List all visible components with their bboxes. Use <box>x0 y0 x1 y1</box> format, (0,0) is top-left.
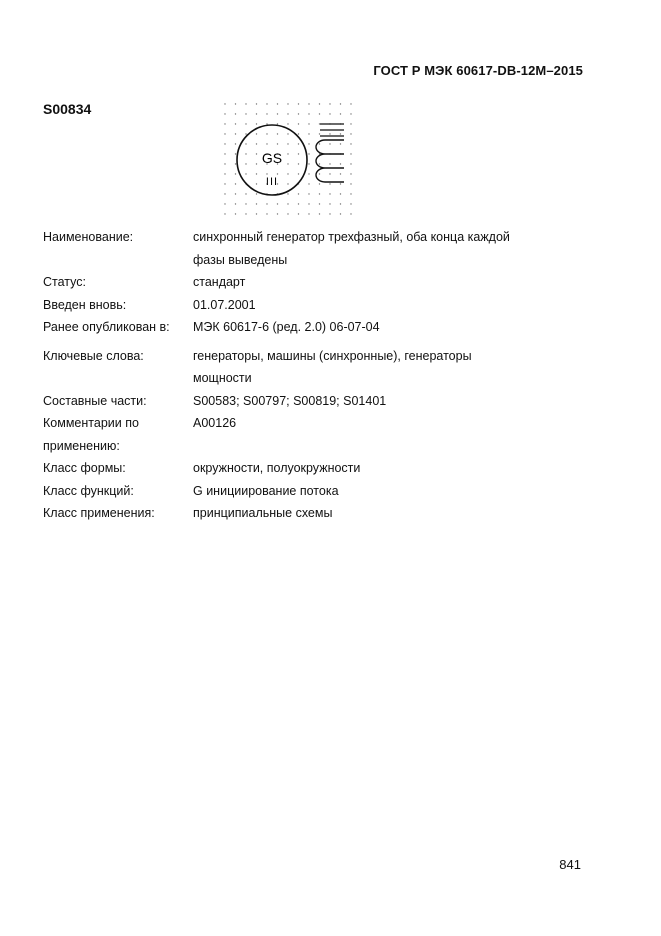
grid-dot <box>319 193 320 194</box>
grid-dot <box>298 123 299 124</box>
grid-dot <box>340 203 341 204</box>
field-value-line: стандарт <box>193 275 246 289</box>
grid-dot <box>340 173 341 174</box>
grid-dot <box>350 113 351 114</box>
field-label-line: Комментарии по <box>43 416 139 430</box>
grid-dot <box>350 103 351 104</box>
field-label <box>43 457 193 480</box>
symbol-code: S00834 <box>43 101 92 117</box>
field-row <box>43 271 563 294</box>
field-label-line: Наименование: <box>43 230 134 244</box>
grid-dot <box>245 133 246 134</box>
grid-dot <box>298 103 299 104</box>
grid-dot <box>287 103 288 104</box>
grid-dot <box>350 133 351 134</box>
field-value-line: 01.07.2001 <box>193 297 256 312</box>
grid-dot <box>298 213 299 214</box>
field-value <box>193 390 563 413</box>
grid-dot <box>350 193 351 194</box>
grid-dot <box>224 103 225 104</box>
grid-dot <box>235 203 236 204</box>
grid-dot <box>298 153 299 154</box>
grid-dot <box>224 173 225 174</box>
grid-dot <box>340 213 341 214</box>
grid-dot <box>319 183 320 184</box>
grid-dot <box>245 153 246 154</box>
grid-dot <box>256 203 257 204</box>
grid-dot <box>350 173 351 174</box>
grid-dot <box>350 153 351 154</box>
field-label <box>43 345 193 390</box>
field-value <box>193 412 563 457</box>
field-value-line: G инициирование потока <box>193 483 339 498</box>
grid-dot <box>224 183 225 184</box>
grid-dot <box>340 103 341 104</box>
grid-dot <box>308 173 309 174</box>
grid-dot <box>319 143 320 144</box>
grid-dot <box>245 143 246 144</box>
field-label-line: Класс функций: <box>43 483 134 498</box>
grid-dot <box>235 173 236 174</box>
grid-dot <box>256 143 257 144</box>
grid-dot <box>256 123 257 124</box>
grid-dot <box>245 123 246 124</box>
field-label-line: применению: <box>43 438 120 453</box>
field-row <box>43 316 563 339</box>
grid-dot <box>256 163 257 164</box>
field-row <box>43 345 563 390</box>
phase-marker: III <box>265 176 279 188</box>
field-row <box>43 412 563 457</box>
grid-dot <box>308 213 309 214</box>
field-label <box>43 271 193 294</box>
field-label <box>43 390 193 413</box>
grid-dot <box>329 163 330 164</box>
grid-dot <box>350 213 351 214</box>
grid-dot <box>298 113 299 114</box>
grid-dot <box>350 203 351 204</box>
grid-dot <box>287 143 288 144</box>
grid-dot <box>224 193 225 194</box>
field-value-line: A00126 <box>193 416 237 430</box>
grid-dot <box>266 113 267 114</box>
grid-dot <box>329 173 330 174</box>
grid-dot <box>340 183 341 184</box>
grid-dot <box>308 163 309 164</box>
grid-dot <box>235 113 236 114</box>
grid-dot <box>224 123 225 124</box>
field-value-line: фазы выведены <box>193 252 288 267</box>
field-label <box>43 502 193 525</box>
grid-dot <box>298 143 299 144</box>
grid-dot <box>256 183 257 184</box>
grid-dot <box>277 143 278 144</box>
grid-dot <box>266 133 267 134</box>
grid-dot <box>287 123 288 124</box>
grid-dot <box>329 193 330 194</box>
field-value-line: окружности, полуокружности <box>193 461 361 475</box>
grid-dot <box>287 173 288 174</box>
grid-dot <box>329 143 330 144</box>
attribute-list <box>43 226 563 525</box>
field-label <box>43 412 193 457</box>
grid-dot <box>308 133 309 134</box>
grid-dot <box>277 113 278 114</box>
grid-dot <box>329 183 330 184</box>
grid-dot <box>224 213 225 214</box>
grid-dot <box>266 213 267 214</box>
grid-dot <box>235 103 236 104</box>
grid-dot <box>287 213 288 214</box>
grid-dot <box>340 193 341 194</box>
grid-dot <box>350 143 351 144</box>
field-value <box>193 226 563 271</box>
winding-coils <box>316 140 344 182</box>
grid-dot <box>256 213 257 214</box>
field-value <box>193 457 563 480</box>
field-label-line: Ключевые слова: <box>43 348 144 363</box>
grid-dot <box>245 163 246 164</box>
grid-dot <box>277 103 278 104</box>
grid-dot <box>235 213 236 214</box>
grid-dot <box>245 203 246 204</box>
grid-dot <box>266 143 267 144</box>
field-value <box>193 480 563 503</box>
grid-dot <box>235 133 236 134</box>
grid-dot <box>256 153 257 154</box>
grid-dot <box>235 123 236 124</box>
grid-dot <box>277 133 278 134</box>
generator-symbol-figure <box>220 100 360 225</box>
field-row <box>43 226 563 271</box>
grid-dot <box>319 213 320 214</box>
field-label-line: Введен вновь: <box>43 297 127 312</box>
grid-dot <box>266 103 267 104</box>
grid-dot <box>340 163 341 164</box>
grid-dot <box>319 113 320 114</box>
grid-dot <box>319 133 320 134</box>
grid-dot <box>319 163 320 164</box>
grid-dot <box>287 113 288 114</box>
field-row <box>43 480 563 503</box>
grid-dot <box>245 213 246 214</box>
grid-dot <box>308 203 309 204</box>
grid-dot <box>256 193 257 194</box>
grid-dot <box>245 173 246 174</box>
grid-dot <box>308 113 309 114</box>
grid-dot <box>224 163 225 164</box>
grid-dot <box>235 143 236 144</box>
grid-dot <box>319 203 320 204</box>
field-label <box>43 294 193 317</box>
grid-dot <box>329 113 330 114</box>
grid-dot <box>319 103 320 104</box>
grid-dot <box>245 193 246 194</box>
field-value-line: принципиальные схемы <box>193 506 333 520</box>
grid-dot <box>329 203 330 204</box>
grid-dot <box>319 173 320 174</box>
generator-label: GS <box>261 150 283 166</box>
field-row <box>43 502 563 525</box>
field-value <box>193 502 563 525</box>
grid-dot <box>319 123 320 124</box>
grid-dot <box>256 133 257 134</box>
grid-dot <box>235 163 236 164</box>
grid-dot <box>224 133 225 134</box>
grid-dot <box>235 183 236 184</box>
grid-dot <box>308 183 309 184</box>
field-label <box>43 226 193 271</box>
grid-dot <box>340 133 341 134</box>
grid-dot <box>266 203 267 204</box>
page-number: 841 <box>559 857 581 872</box>
grid-dot <box>329 103 330 104</box>
grid-dot <box>308 123 309 124</box>
field-value-line: S00583; S00797; S00819; S01401 <box>193 393 387 408</box>
grid-dot <box>224 153 225 154</box>
field-label <box>43 480 193 503</box>
grid-dot <box>277 203 278 204</box>
field-value-line: МЭК 60617-6 (ред. 2.0) 06-07-04 <box>193 320 380 334</box>
grid-dot <box>277 213 278 214</box>
grid-dot <box>350 123 351 124</box>
grid-dot <box>329 213 330 214</box>
field-value <box>193 271 563 294</box>
grid-dot <box>245 113 246 114</box>
grid-dot <box>287 133 288 134</box>
grid-dot <box>287 153 288 154</box>
grid-dot <box>340 113 341 114</box>
document-header: ГОСТ Р МЭК 60617-DB-12M–2015 <box>373 63 583 78</box>
grid-dot <box>224 113 225 114</box>
grid-dot <box>340 143 341 144</box>
grid-dot <box>298 133 299 134</box>
grid-dot <box>224 203 225 204</box>
grid-dot <box>256 103 257 104</box>
grid-dot <box>308 143 309 144</box>
grid-dot <box>350 163 351 164</box>
field-value-line: синхронный генератор трехфазный, оба конца каждой <box>193 230 510 244</box>
field-label-line: Класс применения: <box>43 506 155 520</box>
grid-dot <box>298 163 299 164</box>
field-label-line: Статус: <box>43 275 86 289</box>
grid-dot <box>256 113 257 114</box>
grid-dot <box>266 173 267 174</box>
grid-dot <box>256 173 257 174</box>
grid-dot <box>308 103 309 104</box>
grid-dot <box>298 203 299 204</box>
field-row <box>43 457 563 480</box>
grid-dot <box>235 193 236 194</box>
field-label <box>43 316 193 339</box>
grid-dot <box>308 153 309 154</box>
field-label-line: Класс формы: <box>43 461 126 475</box>
grid-dot <box>277 123 278 124</box>
field-row <box>43 390 563 413</box>
grid-dot <box>224 143 225 144</box>
grid-dot <box>308 193 309 194</box>
field-value-line: генераторы, машины (синхронные), генераторы <box>193 348 472 363</box>
grid-dot <box>287 193 288 194</box>
field-label-line: Составные части: <box>43 393 147 408</box>
grid-dot <box>350 183 351 184</box>
grid-dot <box>277 173 278 174</box>
grid-dot <box>245 103 246 104</box>
grid-dot <box>287 163 288 164</box>
grid-dot <box>329 133 330 134</box>
field-value-line: мощности <box>193 371 252 385</box>
grid-dot <box>287 203 288 204</box>
field-value <box>193 316 563 339</box>
field-value <box>193 294 563 317</box>
field-row <box>43 294 563 317</box>
grid-dot <box>235 153 236 154</box>
grid-dot <box>298 173 299 174</box>
field-label-line: Ранее опубликован в: <box>43 320 170 334</box>
grid-dot <box>287 183 288 184</box>
grid-dot <box>298 193 299 194</box>
field-value <box>193 345 563 390</box>
